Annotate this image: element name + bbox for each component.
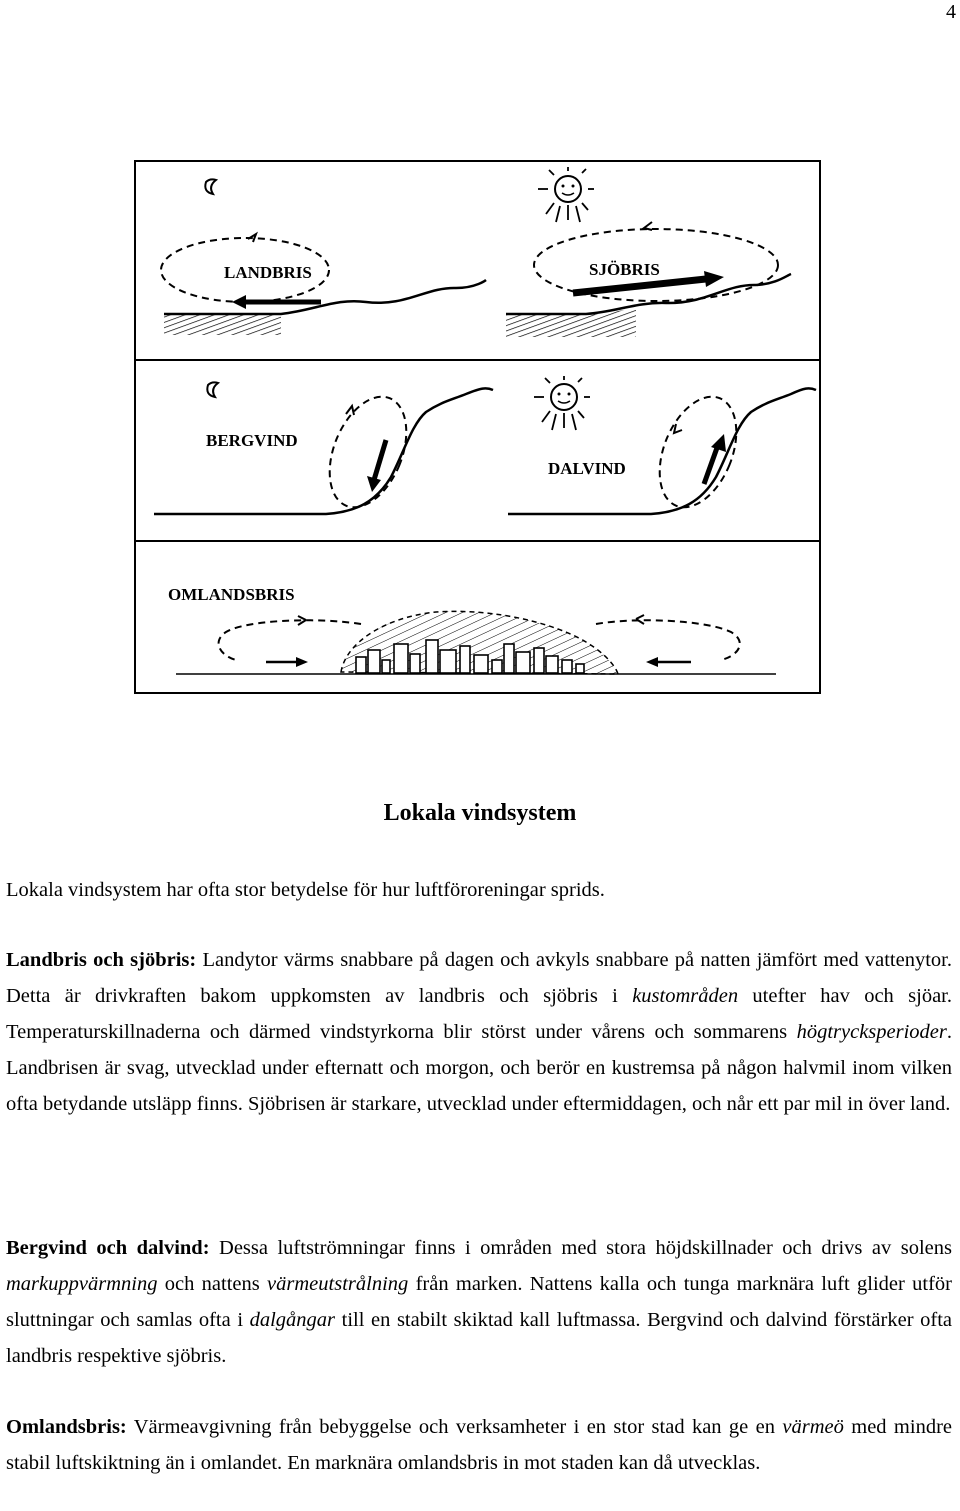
arrow-icon	[711, 434, 726, 452]
moon-icon	[205, 179, 216, 194]
dalvind-label: DALVIND	[548, 459, 626, 478]
arrow-icon	[704, 271, 724, 287]
section-title: Bergvind och dalvind:	[6, 1237, 210, 1259]
arrow-icon	[367, 476, 381, 492]
bergvind-dalvind-paragraph: Bergvind och dalvind: Dessa luftströmningar finns i områden med stora höjdskillnader och drivs av solens markuppvärmning och nattens värmeutstrålning från marken. Nattens kalla och tunga marknära luft glider utför sluttningar och samlas ofta i dalgångar till en stabilt skiktad kall luftmassa. Bergvind och dalvind förstärker ofta landbris respektive sjöbris.	[6, 1237, 952, 1367]
sjobris-label: SJÖBRIS	[589, 260, 660, 279]
landbris-diagram	[161, 179, 486, 335]
moon-icon	[207, 382, 218, 397]
page-title: Lokala vindsystem	[383, 800, 577, 826]
landbris-sjobris-paragraph: Landbris och sjöbris: Landytor värms snabbare på dagen och avkyls snabbare på natten jämfört med vattenytor. Detta är drivkraften bakom uppkomsten av landbris och sjöbris i kustområden utefter hav och sjöar. Temperaturskillnaderna och därmed vindstyrkorna blir störst under vårens och sommarens högtrycksperioder. Landbrisen är svag, utvecklad under efternatt och morgon, och berör en kustremsa på någon halvmil inom vilken ofta betydande utsläpp finns. Sjöbrisen är starkare, utvecklad under eftermiddagen, och når ett par mil in över land.	[6, 949, 952, 1115]
arrow-icon	[644, 222, 652, 230]
omlandsbris-diagram	[168, 585, 776, 674]
section-title: Landbris och sjöbris:	[6, 949, 197, 971]
sjobris-diagram	[506, 167, 791, 337]
intro-paragraph: Lokala vindsystem har ofta stor betydelse för hur luftföroreningar sprids.	[6, 879, 605, 901]
omlandsbris-paragraph: Omlandsbris: Värmeavgivning från bebyggelse och verksamheter i en stor stad kan ge en värmeö med mindre stabil luftskiktning än i omlandet. En marknära omlandsbris in mot staden kan då utvecklas.	[6, 1416, 952, 1474]
arrow-icon	[646, 657, 658, 667]
dalvind-diagram	[508, 376, 816, 519]
arrow-icon	[296, 657, 308, 667]
landbris-label: LANDBRIS	[224, 263, 312, 282]
wind-systems-figure	[134, 160, 821, 694]
arrow-icon	[232, 295, 246, 309]
arrow-icon	[636, 615, 644, 624]
sun-icon	[538, 167, 594, 222]
arrow-icon	[346, 406, 354, 415]
bergvind-label: BERGVIND	[206, 431, 298, 450]
omlandsbris-label: OMLANDSBRIS	[168, 585, 295, 604]
bergvind-diagram	[154, 382, 493, 518]
sun-icon	[534, 376, 590, 430]
page-number: 4	[946, 1, 956, 23]
section-title: Omlandsbris:	[6, 1416, 127, 1438]
arrow-icon	[674, 424, 682, 433]
